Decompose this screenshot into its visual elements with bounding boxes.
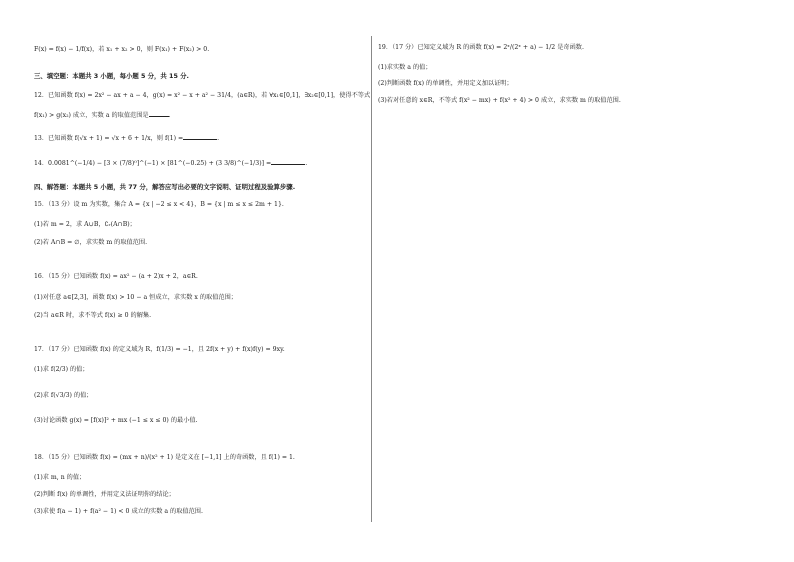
question-15-stem: 15．（13 分）设 m 为实数，集合 A = {x | −2 ≤ x < 4}，B = {x | m ≤ x ≤ 2m + 1}. — [34, 201, 284, 208]
question-15-part1: (1)若 m = 2，求 A∪B，∁ᵣ(A∩B)； — [34, 221, 136, 228]
question-16-stem: 16．（15 分）已知函数 f(x) = ax² − (a + 2)x + 2，a∈R. — [34, 273, 198, 280]
section-4-heading: 四、解答题：本题共 5 小题，共 77 分，解答应写出必要的文字说明、证明过程及验算步骤. — [34, 183, 296, 191]
column-divider — [371, 36, 372, 522]
question-12-line2: f(x₁) > g(x₂) 成立，实数 a 的取值范围是 . — [34, 112, 171, 119]
question-18-stem: 18．（15 分）已知函数 f(x) = (mx + n)/(x² + 1) 是定义在 [−1,1] 上的奇函数，且 f(1) = 1. — [34, 454, 295, 461]
question-14: 14．0.0081^(−1/4) − [3 × (7/8)⁰]^(−1) × [81^(−0.25) + (3 3/8)^(−1/3)] = . — [34, 160, 308, 167]
answer-blank[interactable] — [271, 158, 305, 165]
question-16-part1: (1)对任意 a∈[2,3]，函数 f(x) > 10 − a 恒成立，求实数 x 的取值范围； — [34, 294, 237, 301]
question-16-part2: (2)当 a∈R 时，求不等式 f(x) ≥ 0 的解集. — [34, 312, 152, 319]
question-18-part1: (1)求 m, n 的值； — [34, 474, 86, 481]
question-19-part3: (3)若对任意的 x∈R，不等式 f(x² − mx) + f(x² + 4) > 0 成立，求实数 m 的取值范围. — [378, 97, 621, 104]
answer-blank[interactable] — [149, 110, 169, 117]
question-13: 13．已知函数 f(√x + 1) = √x + 6 + 1/x，则 f(1) = . — [34, 135, 220, 142]
answer-blank[interactable] — [183, 133, 217, 140]
question-17-part3: (3)讨论函数 g(x) = [f(x)]² + mx (−1 ≤ x ≤ 0) 的最小值. — [34, 417, 198, 424]
question-19-part2: (2)判断函数 f(x) 的单调性，并用定义加以证明； — [378, 80, 513, 87]
question-17-part1: (1)求 f(2/3) 的值； — [34, 366, 89, 373]
question-19-stem: 19．（17 分）已知定义域为 R 的函数 f(x) = 2ˣ/(2ˣ + a) − 1/2 是奇函数. — [378, 44, 584, 51]
question-17-stem: 17．（17 分）已知函数 f(x) 的定义域为 R，f(1/3) = −1，且 2f(x + y) + f(x)f(y) = 9xy. — [34, 346, 285, 353]
question-17-part2: (2)求 f(√3/3) 的值； — [34, 392, 93, 399]
question-19-part1: (1)求实数 a 的值； — [378, 64, 432, 71]
question-18-part3: (3)求使 f(a − 1) + f(a² − 1) < 0 成立的实数 a 的取值范围. — [34, 508, 203, 515]
question-12-line1: 12．已知函数 f(x) = 2x² − ax + a − 4，g(x) = x² − x + a² − 31/4，(a∈R)，若 ∀x₁∈[0,1]，∃x₂∈[0,1]，使得不等式 — [34, 92, 371, 99]
continuation-formula: F(x) = f(x) − 1/f(x)，若 x₁ + x₂ > 0，则 F(x₁) + F(x₂) > 0. — [34, 46, 210, 53]
question-18-part2: (2)判断 f(x) 的单调性，并用定义法证明你的结论； — [34, 491, 175, 498]
question-15-part2: (2)若 A∩B = ∅，求实数 m 的取值范围. — [34, 239, 148, 246]
section-3-heading: 三、填空题：本题共 3 小题，每小题 5 分，共 15 分. — [34, 72, 189, 80]
